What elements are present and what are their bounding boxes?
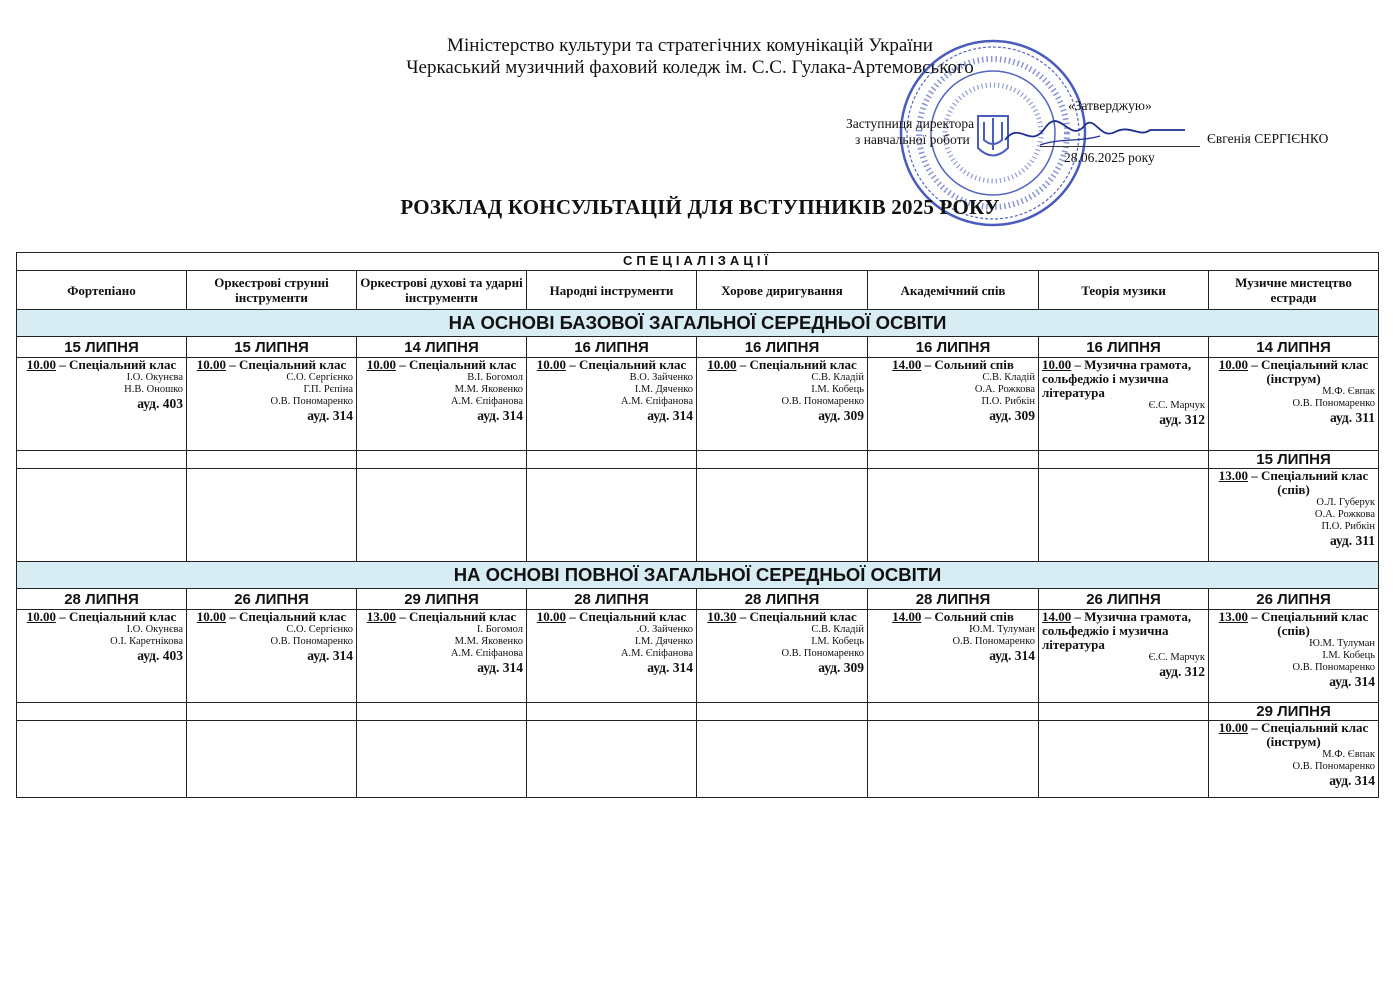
extra-entries-row bbox=[17, 469, 1379, 562]
entry-title bbox=[360, 358, 523, 372]
entry-subject: – Спеціальний клас (спів) bbox=[1247, 609, 1369, 638]
entry-time: 13.00 bbox=[1218, 468, 1248, 483]
entry-room: ауд. 314 bbox=[307, 648, 353, 663]
column-header: Оркестрові струнні інструменти bbox=[187, 271, 357, 310]
consultation-entry bbox=[1042, 358, 1205, 427]
entry-cell bbox=[1209, 721, 1379, 798]
entry-teachers: С.В. Кладій І.М. Кобець О.В. Пономаренко bbox=[781, 624, 864, 659]
entry-cell bbox=[868, 610, 1039, 703]
extra-date-row bbox=[17, 451, 1379, 469]
consultation-entry bbox=[1212, 358, 1375, 425]
column-header: Музичне мистецтво естради bbox=[1209, 271, 1379, 310]
section-title: НА ОСНОВІ ПОВНОЇ ЗАГАЛЬНОЇ СЕРЕДНЬОЇ ОСВІТИ bbox=[17, 562, 1379, 589]
empty-cell bbox=[697, 721, 868, 798]
date-cell: 29 ЛИПНЯ bbox=[357, 589, 527, 610]
entry-room: ауд. 311 bbox=[1329, 410, 1376, 425]
entry-time: 13.00 bbox=[1218, 609, 1248, 624]
entry-room: ауд. 314 bbox=[307, 408, 353, 423]
empty-cell bbox=[17, 721, 187, 798]
extra-entries-row bbox=[17, 721, 1379, 798]
date-cell: 28 ЛИПНЯ bbox=[697, 589, 868, 610]
entry-time: 10.00 bbox=[536, 609, 566, 624]
empty-cell bbox=[527, 703, 697, 721]
empty-cell bbox=[527, 451, 697, 469]
consultation-entry bbox=[530, 358, 693, 423]
deputy-title-line-2: з навчальної роботи bbox=[855, 132, 970, 147]
entry-cell bbox=[187, 610, 357, 703]
consultation-entry bbox=[1212, 469, 1375, 548]
entry-title bbox=[871, 358, 1035, 372]
entry-cell bbox=[187, 358, 357, 451]
entry-teachers: Є.С. Марчук bbox=[1148, 400, 1205, 411]
date-cell: 26 ЛИПНЯ bbox=[1039, 589, 1209, 610]
entry-title bbox=[700, 358, 864, 372]
entry-teachers: Є.С. Марчук bbox=[1148, 652, 1205, 663]
entry-subject: – Спеціальний клас bbox=[395, 609, 517, 624]
entry-subject: – Спеціальний клас bbox=[225, 357, 347, 372]
date-cell: 16 ЛИПНЯ bbox=[697, 337, 868, 358]
column-header-row bbox=[17, 271, 1379, 310]
date-cell: 26 ЛИПНЯ bbox=[187, 589, 357, 610]
entry-title bbox=[530, 610, 693, 624]
spec-header: СПЕЦІАЛІЗАЦІЇ bbox=[17, 253, 1379, 271]
spec-header-row bbox=[17, 253, 1379, 271]
entry-subject: – Музична грамота, сольфеджіо і музична література bbox=[1042, 357, 1192, 400]
consultation-entry bbox=[190, 358, 353, 423]
entry-subject: – Спеціальний клас bbox=[565, 609, 687, 624]
schedule-table bbox=[16, 252, 1379, 798]
empty-cell bbox=[868, 469, 1039, 562]
column-header: Оркестрові духові та ударні інструменти bbox=[357, 271, 527, 310]
entry-cell bbox=[1209, 469, 1379, 562]
entry-teachers: С.О. Сергієнко Г.П. Рєпіна О.В. Пономаренко bbox=[270, 372, 353, 407]
empty-cell bbox=[187, 469, 357, 562]
empty-cell bbox=[1039, 703, 1209, 721]
column-header: Народні інструменти bbox=[527, 271, 697, 310]
entry-room: ауд. 403 bbox=[137, 648, 183, 663]
entry-time: 10.00 bbox=[26, 357, 56, 372]
entry-room: ауд. 314 bbox=[477, 660, 523, 675]
consultation-entry bbox=[360, 610, 523, 675]
empty-cell bbox=[187, 703, 357, 721]
consultation-entry bbox=[190, 610, 353, 663]
consultation-entry bbox=[700, 358, 864, 423]
entry-time: 10.00 bbox=[196, 609, 226, 624]
entry-room: ауд. 312 bbox=[1159, 412, 1205, 427]
entry-room: ауд. 314 bbox=[647, 408, 693, 423]
dates-row bbox=[17, 337, 1379, 358]
empty-cell bbox=[868, 721, 1039, 798]
org-line-ministry: Міністерство культури та стратегічних комунікацій України bbox=[447, 35, 933, 56]
entry-time: 13.00 bbox=[366, 609, 396, 624]
empty-cell bbox=[868, 451, 1039, 469]
entry-cell bbox=[1039, 358, 1209, 451]
empty-cell bbox=[1039, 469, 1209, 562]
date-cell: 28 ЛИПНЯ bbox=[527, 589, 697, 610]
column-header: Академічний спів bbox=[868, 271, 1039, 310]
empty-cell bbox=[357, 469, 527, 562]
entry-time: 10.00 bbox=[1218, 720, 1248, 735]
entry-teachers: М.Ф. Євпак О.В. Пономаренко bbox=[1292, 386, 1376, 409]
entry-title bbox=[1212, 610, 1375, 638]
empty-cell bbox=[187, 451, 357, 469]
signer-name: Євгенія СЕРГІЄНКО bbox=[1207, 131, 1329, 146]
entry-subject: – Спеціальний клас bbox=[565, 357, 687, 372]
entry-teachers: С.В. Кладій І.М. Кобець О.В. Пономаренко bbox=[781, 372, 864, 407]
column-header: Хорове диригування bbox=[697, 271, 868, 310]
consultation-entry bbox=[1042, 610, 1205, 679]
empty-cell bbox=[17, 469, 187, 562]
entry-room: ауд. 311 bbox=[1329, 533, 1376, 548]
empty-cell bbox=[1039, 451, 1209, 469]
empty-cell bbox=[357, 703, 527, 721]
empty-cell bbox=[17, 703, 187, 721]
date-cell: 29 ЛИПНЯ bbox=[1209, 703, 1379, 721]
entry-teachers: Ю.М. Тулуман О.В. Пономаренко bbox=[952, 624, 1035, 647]
entry-room: ауд. 309 bbox=[818, 408, 864, 423]
entry-cell bbox=[357, 358, 527, 451]
section-row bbox=[17, 310, 1379, 337]
entry-time: 10.00 bbox=[536, 357, 566, 372]
entry-cell bbox=[697, 358, 868, 451]
date-cell: 16 ЛИПНЯ bbox=[1039, 337, 1209, 358]
empty-cell bbox=[17, 451, 187, 469]
entry-title bbox=[190, 610, 353, 624]
empty-cell bbox=[697, 451, 868, 469]
empty-cell bbox=[868, 703, 1039, 721]
entry-title bbox=[360, 610, 523, 624]
entry-title bbox=[190, 358, 353, 372]
date-cell: 14 ЛИПНЯ bbox=[357, 337, 527, 358]
entry-title bbox=[1042, 610, 1205, 652]
entry-teachers: І.О. Окунєва О.І. Каретнікова bbox=[110, 624, 183, 647]
page-title: РОЗКЛАД КОНСУЛЬТАЦІЙ ДЛЯ ВСТУПНИКІВ 2025 РОКУ bbox=[400, 195, 1000, 219]
entry-title bbox=[20, 610, 183, 624]
entry-room: ауд. 314 bbox=[989, 648, 1035, 663]
entry-time: 14.00 bbox=[1042, 609, 1072, 624]
entry-room: ауд. 314 bbox=[1329, 773, 1376, 788]
entry-subject: – Сольний спів bbox=[921, 609, 1014, 624]
entries-row bbox=[17, 610, 1379, 703]
column-header: Фортепіано bbox=[17, 271, 187, 310]
section-row bbox=[17, 562, 1379, 589]
entry-teachers: С.О. Сергієнко О.В. Пономаренко bbox=[270, 624, 353, 647]
entry-teachers: М.Ф. Євпак О.В. Пономаренко bbox=[1292, 749, 1376, 772]
entry-teachers: І.О. Окунєва Н.В. Оношко bbox=[124, 372, 183, 395]
entry-title bbox=[20, 358, 183, 372]
entry-room: ауд. 309 bbox=[818, 660, 864, 675]
deputy-title-line-1: Заступниця директора bbox=[846, 116, 975, 131]
entry-time: 14.00 bbox=[892, 357, 922, 372]
entry-room: ауд. 314 bbox=[647, 660, 693, 675]
date-cell: 16 ЛИПНЯ bbox=[527, 337, 697, 358]
entry-time: 10.00 bbox=[707, 357, 737, 372]
entry-title bbox=[1212, 469, 1375, 497]
entry-cell bbox=[697, 610, 868, 703]
entry-teachers: І. Богомол М.М. Яковенко А.М. Єпіфанова bbox=[450, 624, 523, 659]
entry-subject: – Спеціальний клас (інструм) bbox=[1247, 357, 1369, 386]
consultation-entry bbox=[360, 358, 523, 423]
entry-room: ауд. 309 bbox=[989, 408, 1035, 423]
entry-cell bbox=[1039, 610, 1209, 703]
entry-room: ауд. 314 bbox=[1329, 674, 1376, 689]
entry-subject: – Спеціальний клас bbox=[736, 357, 857, 372]
entry-subject: – Спеціальний клас bbox=[55, 357, 177, 372]
date-cell: 14 ЛИПНЯ bbox=[1209, 337, 1379, 358]
entry-subject: – Спеціальний клас bbox=[395, 357, 517, 372]
entry-teachers: В.І. Богомол М.М. Яковенко А.М. Єпіфанова bbox=[450, 372, 523, 407]
org-line-college: Черкаський музичний фаховий коледж ім. С.С. Гулака-Артемовського bbox=[406, 57, 974, 78]
empty-cell bbox=[357, 721, 527, 798]
entry-title bbox=[530, 358, 693, 372]
date-cell: 26 ЛИПНЯ bbox=[1209, 589, 1379, 610]
entry-cell bbox=[527, 358, 697, 451]
empty-cell bbox=[187, 721, 357, 798]
date-cell: 15 ЛИПНЯ bbox=[1209, 451, 1379, 469]
entry-time: 10.00 bbox=[1218, 357, 1248, 372]
empty-cell bbox=[1039, 721, 1209, 798]
dates-row bbox=[17, 589, 1379, 610]
entry-teachers: .О. Зайченко І.М. Дяченко А.М. Єпіфанова bbox=[620, 624, 693, 659]
entry-cell bbox=[17, 358, 187, 451]
entry-room: ауд. 314 bbox=[477, 408, 523, 423]
entry-cell bbox=[17, 610, 187, 703]
section-title: НА ОСНОВІ БАЗОВОЇ ЗАГАЛЬНОЇ СЕРЕДНЬОЇ ОСВІТИ bbox=[17, 310, 1379, 337]
entry-subject: – Сольний спів bbox=[921, 357, 1014, 372]
empty-cell bbox=[357, 451, 527, 469]
entry-room: ауд. 403 bbox=[137, 396, 183, 411]
entry-title bbox=[1212, 721, 1375, 749]
consultation-entry bbox=[20, 610, 183, 663]
entries-row bbox=[17, 358, 1379, 451]
entry-teachers: О.Л. Губерук О.А. Рожкова П.О. Рибкін bbox=[1314, 497, 1376, 532]
entry-title bbox=[871, 610, 1035, 624]
entry-subject: – Музична грамота, сольфеджіо і музична література bbox=[1042, 609, 1192, 652]
entry-teachers: В.О. Зайченко І.М. Дяченко А.М. Єпіфанова bbox=[620, 372, 693, 407]
column-header: Теорія музики bbox=[1039, 271, 1209, 310]
entry-cell bbox=[1209, 358, 1379, 451]
date-cell: 28 ЛИПНЯ bbox=[17, 589, 187, 610]
entry-room: ауд. 312 bbox=[1159, 664, 1205, 679]
empty-cell bbox=[697, 703, 868, 721]
date-cell: 15 ЛИПНЯ bbox=[17, 337, 187, 358]
entry-time: 10.00 bbox=[1042, 357, 1072, 372]
entry-time: 14.00 bbox=[892, 609, 922, 624]
signature-line bbox=[1040, 146, 1200, 147]
consultation-entry bbox=[700, 610, 864, 675]
approve-label: «Затверджую» bbox=[1068, 98, 1152, 113]
entry-title bbox=[700, 610, 864, 624]
entry-subject: – Спеціальний клас (інструм) bbox=[1247, 720, 1369, 749]
entry-cell bbox=[868, 358, 1039, 451]
empty-cell bbox=[527, 469, 697, 562]
handwritten-signature bbox=[1000, 110, 1190, 155]
extra-date-row bbox=[17, 703, 1379, 721]
date-cell: 16 ЛИПНЯ bbox=[868, 337, 1039, 358]
entry-title bbox=[1212, 358, 1375, 386]
empty-cell bbox=[527, 721, 697, 798]
date-cell: 28 ЛИПНЯ bbox=[868, 589, 1039, 610]
entry-teachers: С.В. Кладій О.А. Рожкова П.О. Рибкін bbox=[974, 372, 1035, 407]
entry-time: 10.00 bbox=[26, 609, 56, 624]
entry-time: 10.00 bbox=[366, 357, 396, 372]
entry-cell bbox=[1209, 610, 1379, 703]
entry-teachers: Ю.М. Тулуман І.М. Кобець О.В. Пономаренко bbox=[1292, 638, 1376, 673]
entry-cell bbox=[527, 610, 697, 703]
approval-date: 28.06.2025 року bbox=[1064, 150, 1155, 165]
consultation-entry bbox=[871, 610, 1035, 663]
consultation-entry bbox=[871, 358, 1035, 423]
consultation-entry bbox=[530, 610, 693, 675]
consultation-entry bbox=[20, 358, 183, 411]
entry-subject: – Спеціальний клас bbox=[736, 609, 857, 624]
entry-subject: – Спеціальний клас (спів) bbox=[1247, 468, 1369, 497]
entry-title bbox=[1042, 358, 1205, 400]
empty-cell bbox=[697, 469, 868, 562]
entry-subject: – Спеціальний клас bbox=[225, 609, 347, 624]
consultation-entry bbox=[1212, 610, 1375, 689]
entry-time: 10.30 bbox=[707, 609, 737, 624]
date-cell: 15 ЛИПНЯ bbox=[187, 337, 357, 358]
entry-cell bbox=[357, 610, 527, 703]
consultation-entry bbox=[1212, 721, 1375, 788]
entry-time: 10.00 bbox=[196, 357, 226, 372]
entry-subject: – Спеціальний клас bbox=[55, 609, 177, 624]
